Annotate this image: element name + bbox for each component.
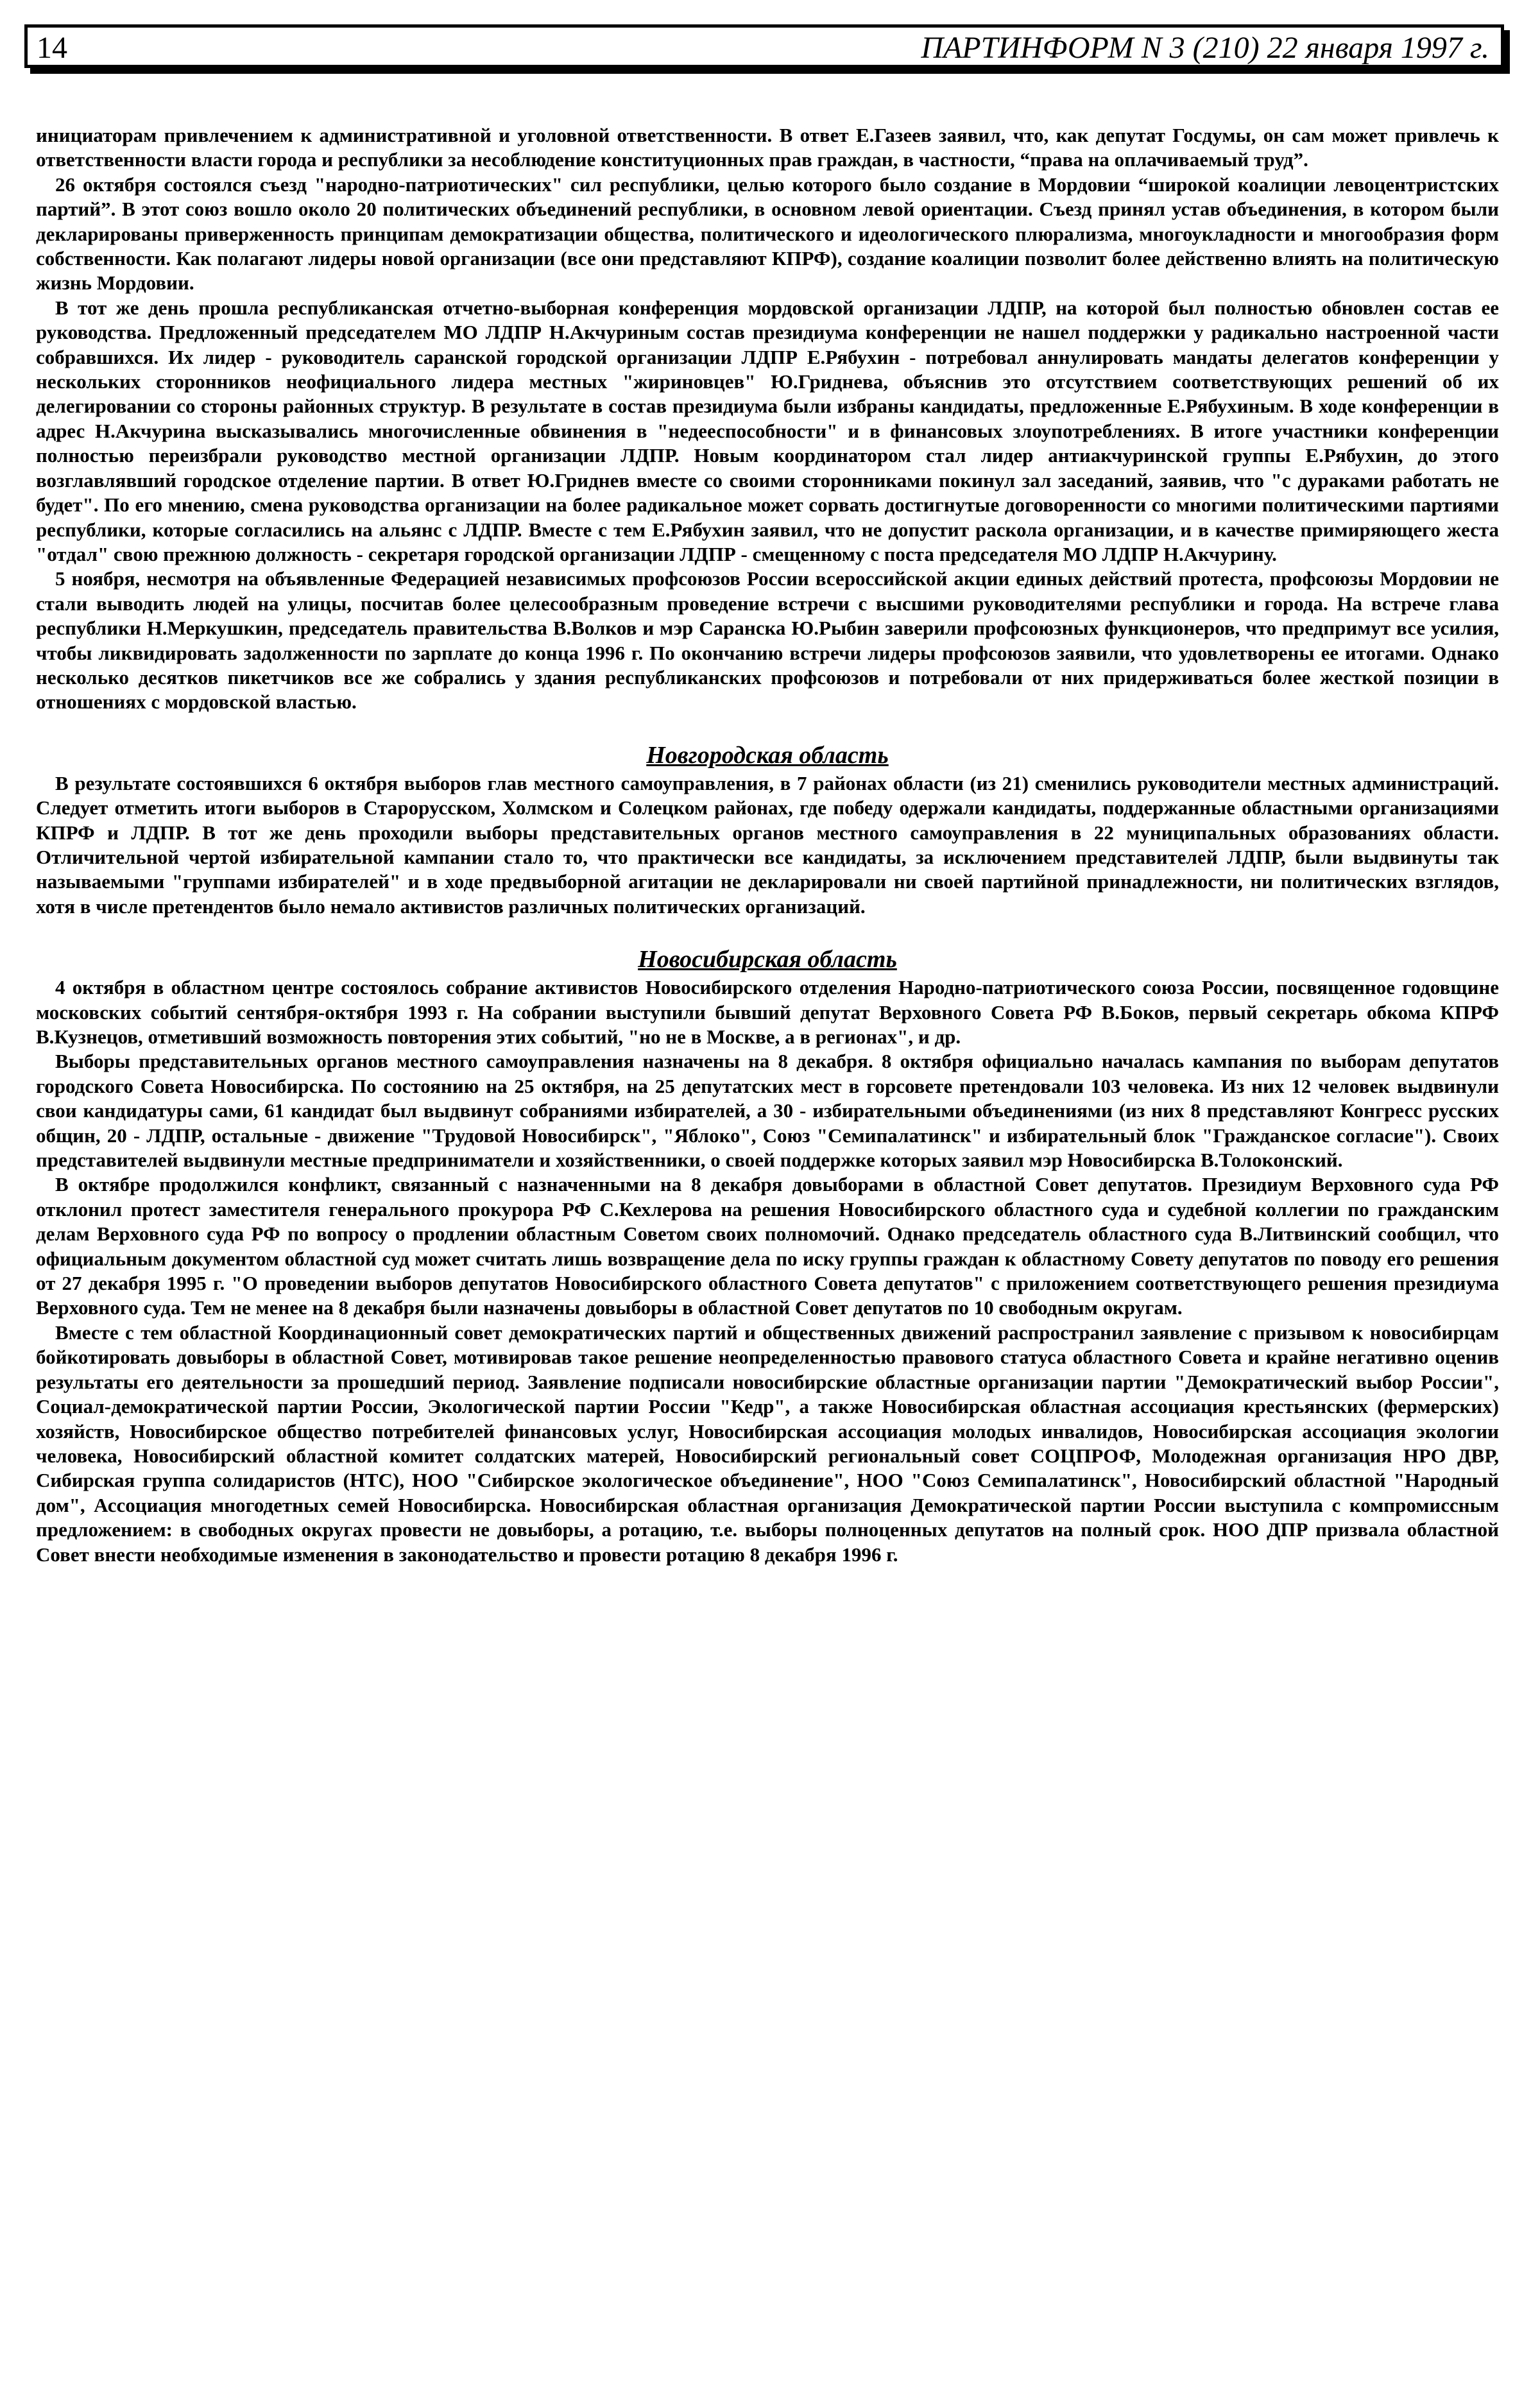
page-number: 14 bbox=[37, 31, 67, 65]
paragraph: Вместе с тем областной Координационный совет демократических партий и общественных движений распространил заявление с призывом к новосибирцам бойкотировать довыборы в областной Совет, мотивировав такое решение неопределенностью правового статуса областного Совета и крайне негативно оценив результаты его деятельности за прошедший период. Заявление подписали новосибирские областные организации партии "Демократический выбор России", Социал-демократической партии России, Экологической партии России "Кедр", а также Новосибирская областная ассоциация крестьянских (фермерских) хозяйств, Новосибирское общество потребителей финансовых услуг, Новосибирская ассоциация молодых инвалидов, Новосибирская ассоциация экологии человека, Новосибирский областной комитет солдатских матерей, Новосибирский региональный совет СОЦПРОФ, Молодежная организация НРО ДВР, Сибирская группа солидаристов (НТС), НОО "Сибирское экологическое объединение", НОО "Союз Семипалатинск", Новосибирский областной "Народный дом", Ассоциация многодетных семей Новосибирска. Новосибирская областная организация Демократической партии России выступила с компромиссным предложением: в свободных округах провести не довыборы, а ротацию, т.е. выборы полноценных депутатов на полный срок. НОО ДПР призвала областной Совет внести необходимые изменения в законодательство и провести ротацию 8 декабря 1996 г. bbox=[36, 1321, 1499, 1566]
page-header bbox=[24, 24, 1504, 68]
paragraph: В октябре продолжился конфликт, связанный с назначенными на 8 декабря довыборами в областной Совет депутатов. Президиум Верховного суда РФ отклонил протест заместителя генерального прокурора РФ С.Кехлерова на решения Новосибирского областного суда и судебной коллегии по гражданским делам Верховного суда РФ по вопросу о продлении областным Советом своих полномочий. Однако председатель областного суда В.Литвинский сообщил, что официальным документом областной суд может считать лишь возвращение дела по иску группы граждан к областному Совету депутатов по поводу его решения от 27 декабря 1995 г. "О проведении выборов депутатов Новосибирского областного Совета депутатов" с приложением соответствующего решения президиума Верховного суда. Тем не менее на 8 декабря были назначены довыборы в областной Совет депутатов по 10 свободным округам. bbox=[36, 1173, 1499, 1319]
article-body bbox=[36, 123, 1499, 1567]
paragraph: 4 октября в областном центре состоялось собрание активистов Новосибирского отделения Народно-патриотического союза России, посвященное годовщине московских событий сентября-октября 1993 г. На собрании выступили бывший депутат Верховного Совета РФ В.Боков, первый секретарь обкома КПРФ В.Кузнецов, отметивший возможность повторения этих событий, "но не в Москве, а в регионах", и др. bbox=[36, 976, 1499, 1048]
paragraph: В результате состоявшихся 6 октября выборов глав местного самоуправления, в 7 районах области (из 21) сменились руководители местных администраций. Следует отметить итоги выборов в Старорусском, Холмском и Солецком районах, где победу одержали кандидаты, поддержанные областными организациями КПРФ и ЛДПР. В тот же день проходили выборы представительных органов местного самоуправления в 22 муниципальных образованиях области. Отличительной чертой избирательной кампании стало то, что практически все кандидаты, за исключением представителей ЛДПР, были выдвинуты так называемыми "группами избирателей" и в ходе предвыборной агитации не декларировали ни своей партийной принадлежности, ни политических взглядов, хотя в числе претендентов было немало активистов различных политических организаций. bbox=[36, 771, 1499, 918]
paragraph: Выборы представительных органов местного самоуправления назначены на 8 декабря. 8 октября официально началась кампания по выборам депутатов городского Совета Новосибирска. По состоянию на 25 октября, на 25 депутатских мест в горсовете претендовали 103 человека. Из них 12 человек выдвинули свои кандидатуры сами, 61 кандидат был выдвинут собраниями избирателей, а 30 - избирательными объединениями (из них 8 представляют Конгресс русских общин, 20 - ЛДПР, остальные - движение "Трудовой Новосибирск", "Яблоко", Союз "Семипалатинск" и избирательный блок "Гражданское согласие"). Своих представителей выдвинули местные предприниматели и хозяйственники, о своей поддержке которых заявил мэр Новосибирска В.Толоконский. bbox=[36, 1050, 1499, 1172]
paragraph: 5 ноября, несмотря на объявленные Федерацией независимых профсоюзов России всероссийской акции единых действий протеста, профсоюзы Мордовии не стали выводить людей на улицы, посчитав более целесообразным проведение встречи с высшими руководителями республики и города. На встрече глава республики Н.Меркушкин, председатель правительства В.Волков и мэр Саранска Ю.Рыбин заверили профсоюзных функционеров, что предпримут все усилия, чтобы ликвидировать задолженности по зарплате до конца 1996 г. По окончанию встречи лидеры профсоюзов заявили, что удовлетворены ее итогами. Однако несколько десятков пикетчиков все же собрались у здания республиканских профсоюзов и потребовали от них придерживаться более жесткой позиции в отношениях с мордовской властью. bbox=[36, 567, 1499, 714]
paragraph: В тот же день прошла республиканская отчетно-выборная конференция мордовской организации ЛДПР, на которой был полностью обновлен состав ее руководства. Предложенный председателем МО ЛДПР Н.Акчуриным состав президиума конференции не нашел поддержки у радикально настроенной части собравшихся. Их лидер - руководитель саранской городской организации ЛДПР Е.Рябухин - потребовал аннулировать мандаты делегатов конференции у нескольких сторонников неофициального лидера местных "жириновцев" Ю.Гриднева, объяснив это отсутствием соответствующих решений об их делегировании со стороны районных структур. В результате в состав президиума были избраны кандидаты, предложенные Е.Рябухиным. В ходе конференции в адрес Н.Акчурина высказывались многочисленные обвинения в "недееспособности" и в финансовых злоупотреблениях. В итоге участники конференции полностью переизбрали руководство местной организации ЛДПР. Новым координатором стал лидер антиакчуринской группы Е.Рябухин, до этого возглавлявший городское отделение партии. В ответ Ю.Гриднев вместе со своими сторонниками покинул зал заседаний, заявив, что "с дураками работать не будет". По его мнению, смена руководства организации на более радикальное может сорвать достигнутые договоренности со многими политическими партиями республики, которые согласились на альянс с ЛДПР. Вместе с тем Е.Рябухин заявил, что не допустит раскола организации, и в качестве примиряющего жеста "отдал" свою прежнюю должность - секретаря городской организации ЛДПР - смещенному с поста председателя МО ЛДПР Н.Акчурину. bbox=[36, 296, 1499, 565]
paragraph: инициаторам привлечением к административной и уголовной ответственности. В ответ Е.Газеев заявил, что, как депутат Госдумы, он сам может привлечь к ответственности власти города и республики за несоблюдение конституционных прав граждан, в частности, “права на оплачиваемый труд”. bbox=[36, 124, 1499, 171]
section-heading-novgorod: Новгородская область bbox=[646, 741, 889, 769]
section-heading-novosibirsk: Новосибирская область bbox=[638, 946, 897, 973]
paragraph: 26 октября состоялся съезд "народно-патриотических" сил республики, целью которого было создание в Мордовии “широкой коалиции левоцентристских партий”. В этот союз вошло около 20 политических объединений республики, в основном левой ориентации. Съезд принял устав объединения, в котором были декларированы приверженность принципам демократизации общества, политического и идеологического плюрализма, многоукладности и многообразия форм собственности. Как полагают лидеры новой организации (все они представляют КПРФ), создание коалиции позволит более действенно влиять на политическую жизнь Мордовии. bbox=[36, 173, 1499, 295]
publication-title: ПАРТИНФОРМ N 3 (210) 22 января 1997 г. bbox=[921, 31, 1489, 65]
